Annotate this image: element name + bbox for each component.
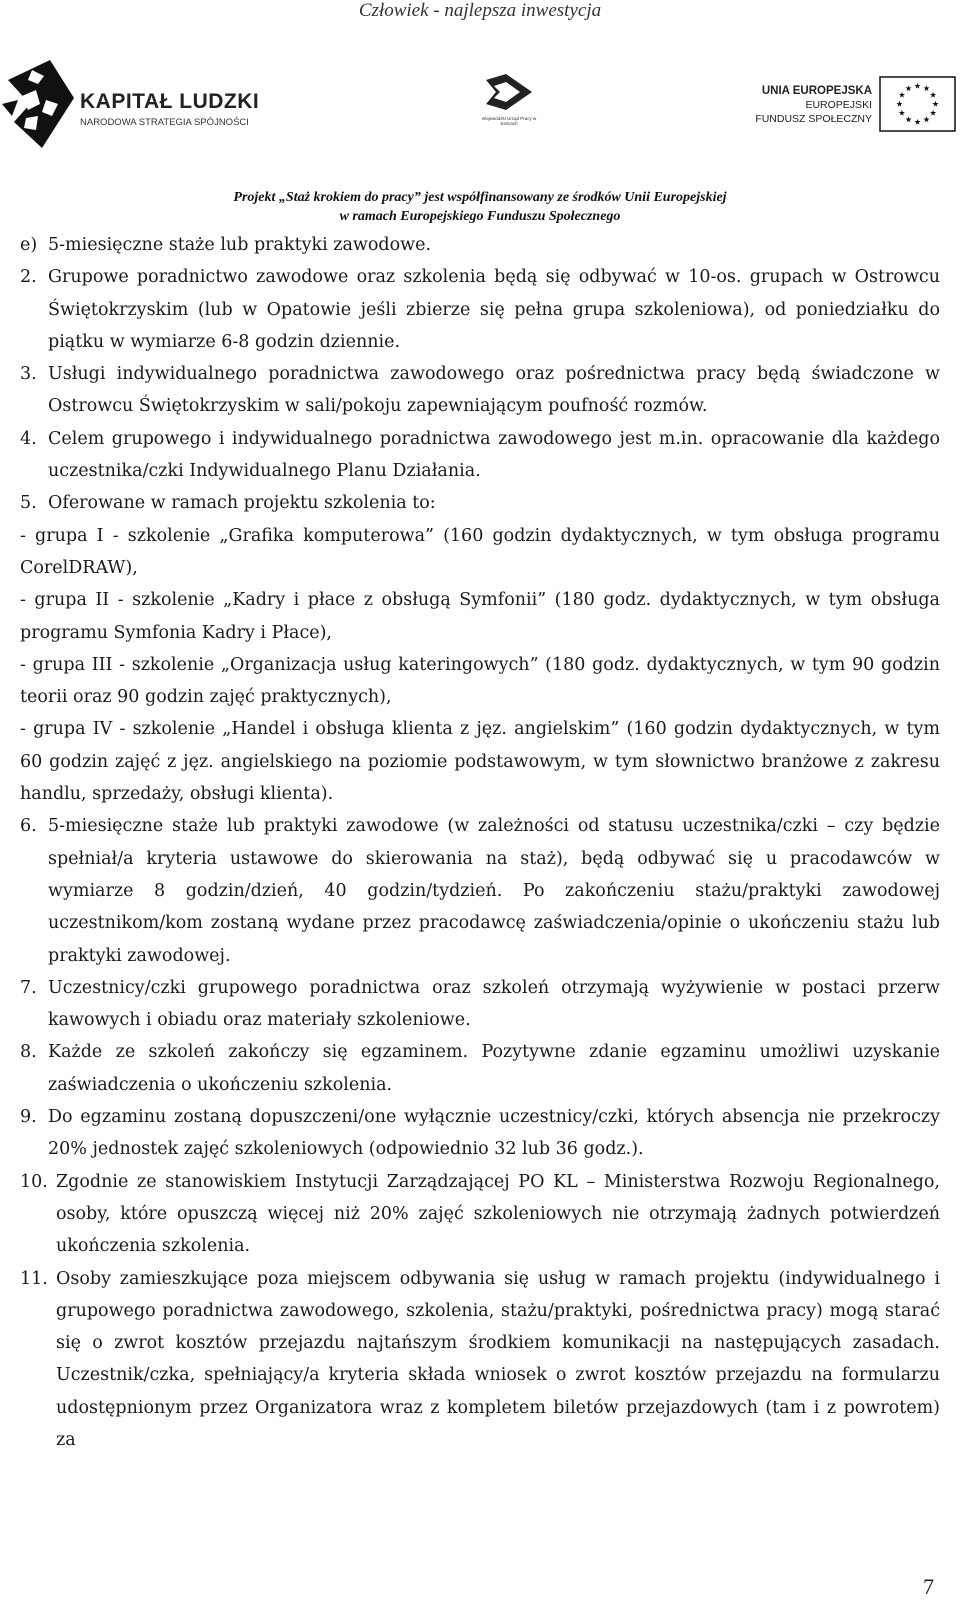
list-item-number: 8. <box>20 1042 37 1063</box>
list-item-number: 2. <box>20 267 37 288</box>
eu-logo-line-3: FUNDUSZ SPOŁECZNY <box>755 113 872 125</box>
wup-logo <box>476 74 542 136</box>
list-item-text: Zgodnie ze stanowiskiem Instytucji Zarządzającej PO KL – Ministerstwa Rozwoju Regionalnego, osoby, które opuszczą więcej niż 20% zajęć szkoleniowych nie otrzymają żadnych potwierdzeń ukończenia szkolenia. <box>56 1171 940 1257</box>
header-motto: Człowiek - najlepsza inwestycja <box>358 0 602 21</box>
kapital-ludzki-logo <box>2 60 282 148</box>
list-item-text: Każde ze szkoleń zakończy się egzaminem. Pozytywne zdanie egzaminu umożliwi uzyskanie zaświadczenia o ukończeniu szkolenia. <box>48 1042 940 1095</box>
list-item-number: 11. <box>20 1268 48 1289</box>
list-item <box>20 1263 940 1457</box>
list-item-text: Celem grupowego i indywidualnego poradnictwa zawodowego jest m.in. opracowanie dla każdego uczestnika/czki Indywidualnego Planu Działania. <box>48 428 940 482</box>
project-note-line-2: w ramach Europejskiego Funduszu Społecznego <box>339 209 621 224</box>
list-item-text: 5-miesięczne staże lub praktyki zawodowe. <box>48 235 432 255</box>
training-group: - grupa II - szkolenie „Kadry i płace z obsługą Symfonii” (180 godz. dydaktycznych, w tym obsługa programu Symfonia Kadry i Płace), <box>20 590 940 643</box>
list-item <box>20 261 940 358</box>
kapital-ludzki-subtitle: NARODOWA STRATEGIA SPÓJNOŚCI <box>80 117 249 128</box>
list-item-text: Usługi indywidualnego poradnictwa zawodowego oraz pośrednictwa pracy będą świadczone w Ostrowcu Świętokrzyskim w sali/pokoju zapewniającym poufność rozmów. <box>48 364 940 417</box>
list-item <box>20 423 940 488</box>
document-body <box>20 229 940 1456</box>
training-group: - grupa III - szkolenie „Organizacja usług kateringowych” (180 godz. dydaktycznych, w tym 90 godzin teorii oraz 90 godzin zajęć praktycznych), <box>20 654 940 708</box>
kapital-ludzki-title: KAPITAŁ LUDZKI <box>80 90 260 113</box>
list-item-number: 7. <box>20 977 37 998</box>
list-item <box>20 229 940 261</box>
list-item-text: Oferowane w ramach projektu szkolenia to: <box>48 493 436 514</box>
list-item <box>20 972 940 1037</box>
kapital-ludzki-emblem-icon <box>2 60 76 148</box>
list-item-number: 3. <box>20 364 37 385</box>
list-item-number: e) <box>20 235 38 255</box>
page-number: 7 <box>923 1574 934 1599</box>
list-item-text: Osoby zamieszkujące poza miejscem odbywania się usług w ramach projektu (indywidualnego i grupowego poradnictwa zawodowego, szkolenia, stażu/praktyki, pośrednictwa pracy) mogą starać się o zwrot kosztów przejazdu najtańszym środkiem komunikacji na następujących zasadach. Uczestnik/czka, spełniający/a kryteria składa wniosek o zwrot kosztów przejazdu na formularzu udostępnionym przez Organizatora wraz z kompletem biletów przejazdowych (tam i z powrotem) za <box>56 1268 940 1450</box>
list-item <box>20 1036 940 1101</box>
list-item-text: Do egzaminu zostaną dopuszczeni/one wyłącznie uczestnicy/czki, których absencja nie przekroczy 20% jednostek zajęć szkoleniowych (odpowiednio 32 lub 36 godz.). <box>48 1107 940 1160</box>
list-item <box>20 358 940 423</box>
list-item <box>20 1101 940 1166</box>
list-item-number: 4. <box>20 428 37 449</box>
project-note-line-1: Projekt „Staż krokiem do pracy” jest współfinansowany ze środków Unii Europejskiej <box>233 190 727 205</box>
list-item-text: Uczestnicy/czki grupowego poradnictwa oraz szkoleń otrzymają wyżywienie w postaci przerw kawowych i obiadu oraz materiały szkoleniowe. <box>48 977 940 1031</box>
wup-arrow-icon <box>476 74 542 114</box>
list-item-number: 10. <box>20 1171 48 1192</box>
eu-logo-line-2: EUROPEJSKI <box>805 99 872 111</box>
eu-logo <box>752 76 956 136</box>
list-item-number: 9. <box>20 1107 37 1128</box>
training-group: - grupa IV - szkolenie „Handel i obsługa klienta z jęz. angielskim” (160 godzin dydaktycznych, w tym 60 godzin zajęć z jęz. angielskiego na poziomie podstawowym, w tym słownictwo branżowe z zakresu handlu, sprzedaży, obsługi klienta). <box>20 719 940 805</box>
eu-flag-icon <box>879 76 956 132</box>
list-item <box>20 810 940 971</box>
list-item-number: 6. <box>20 816 37 837</box>
list-item <box>20 1166 940 1263</box>
list-item-text: Grupowe poradnictwo zawodowe oraz szkolenia będą się odbywać w 10-os. grupach w Ostrowcu Świętokrzyskim (lub w Opatowie jeśli zbierze się pełna grupa szkoleniowa), od poniedziałku do piątku w wymiarze 6-8 godzin dziennie. <box>48 267 940 352</box>
project-note <box>0 188 960 226</box>
wup-caption: Wojewódzki Urząd Pracy w Kielcach <box>481 116 537 126</box>
training-group: - grupa I - szkolenie „Grafika komputerowa” (160 godzin dydaktycznych, w tym obsługa programu CorelDRAW), <box>20 525 940 578</box>
list-item <box>20 487 940 519</box>
list-item-text: 5-miesięczne staże lub praktyki zawodowe (w zależności od statusu uczestnika/czki – czy będzie spełniał/a kryteria ustawowe do skierowania na staż), będą odbywać się u pracodawców w wymiarze 8 godzin/dzień, 40 godzin/tydzień. Po zakończeniu stażu/praktyki zawodowej uczestnikom/kom zostaną wydane przez pracodawcę zaświadczenia/opinie o ukończeniu stażu lub praktyki zawodowej. <box>48 816 940 966</box>
eu-logo-text <box>752 84 872 126</box>
eu-logo-line-1: UNIA EUROPEJSKA <box>761 85 872 97</box>
list-item-number: 5. <box>20 493 37 514</box>
